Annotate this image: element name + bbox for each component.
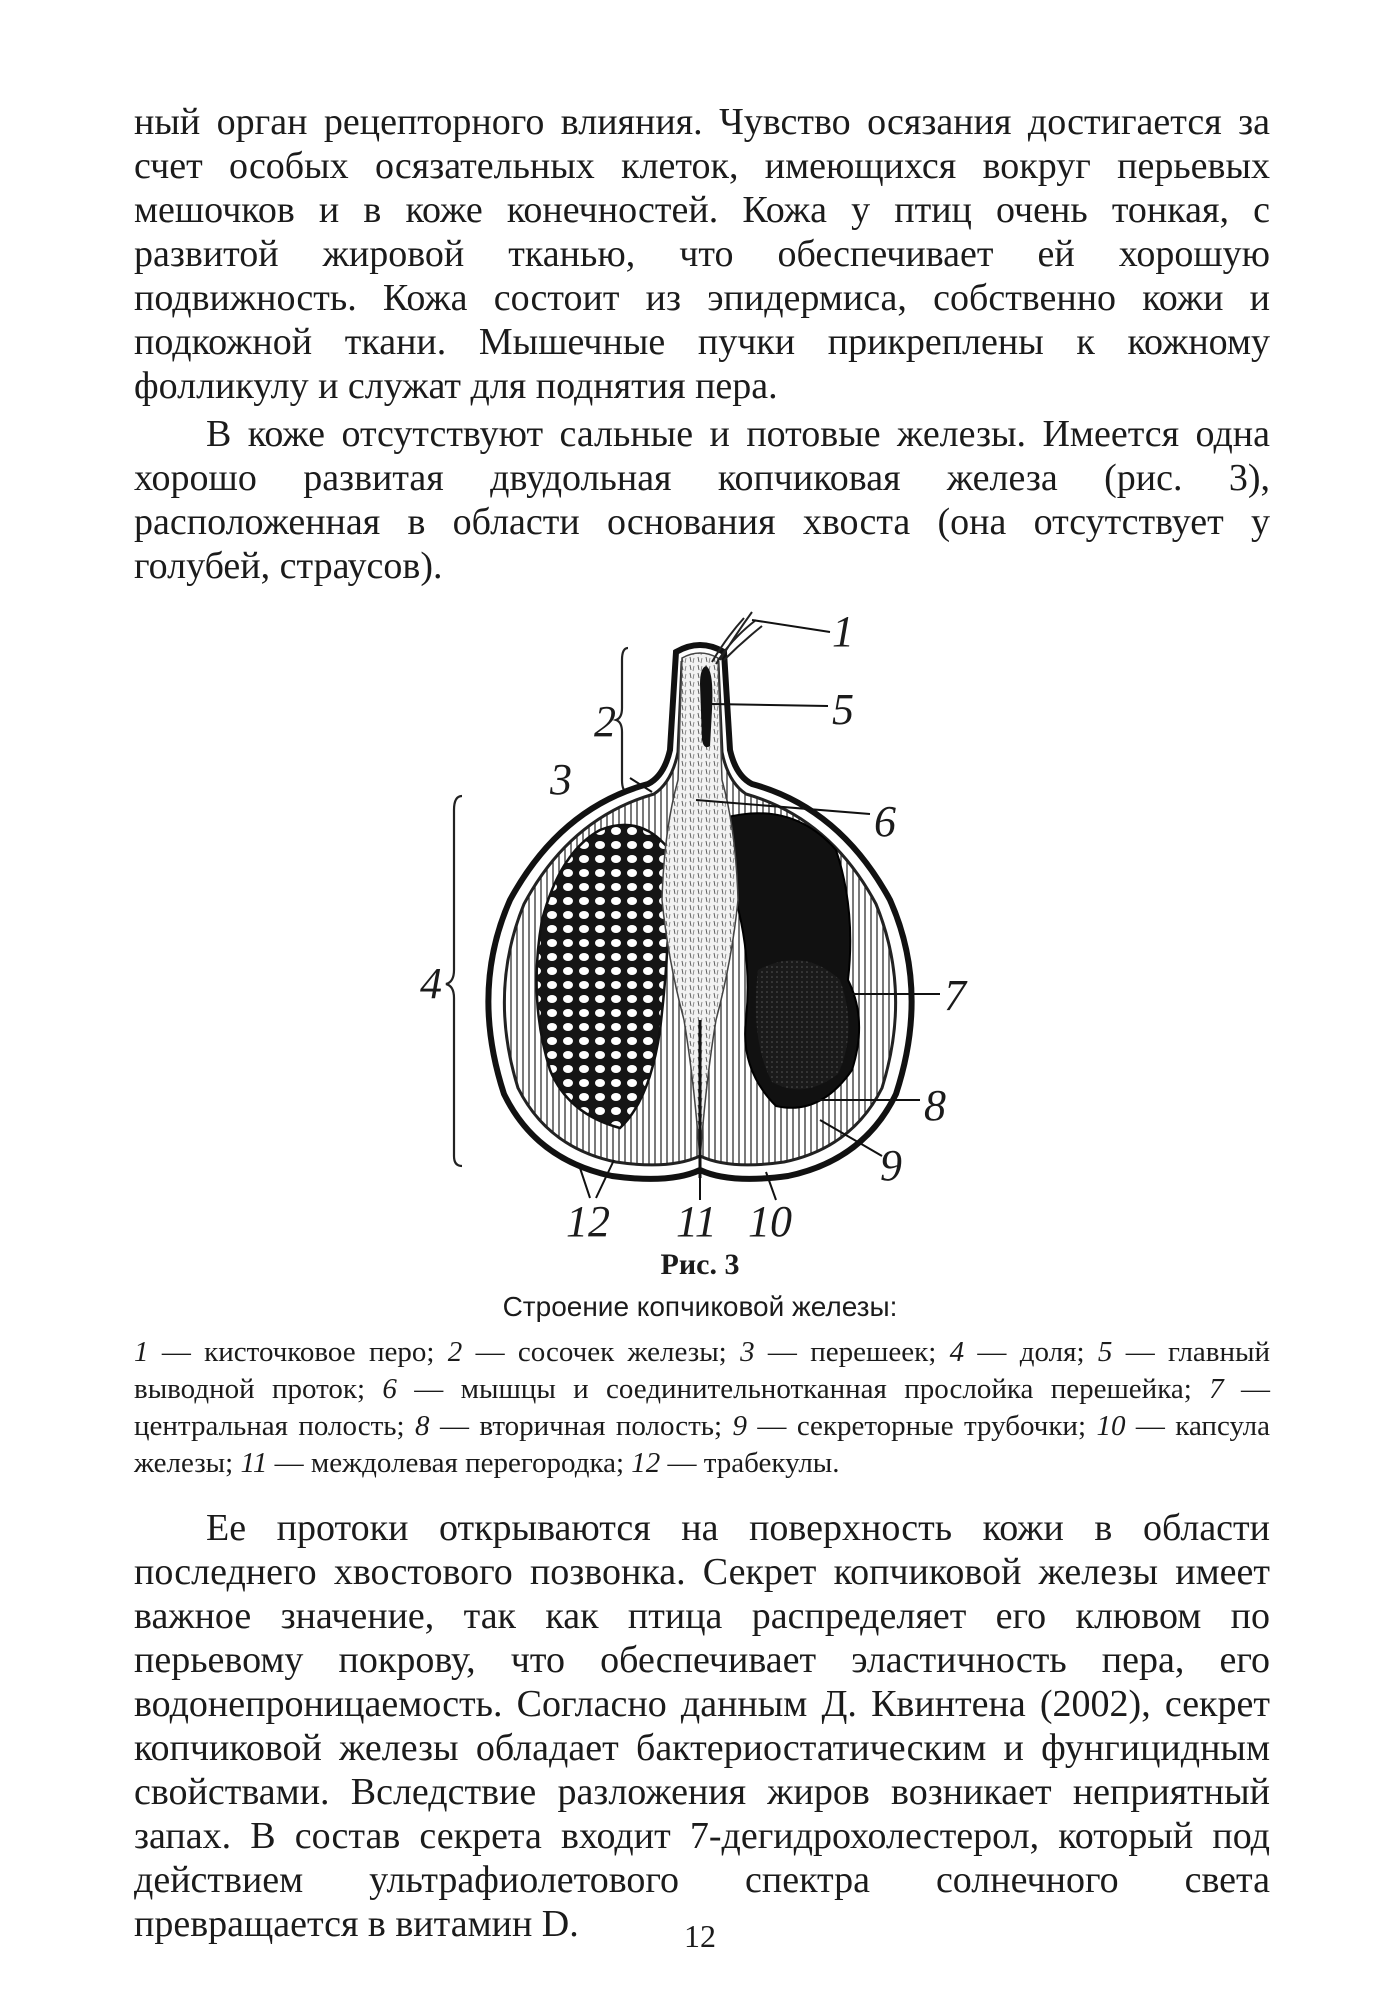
label-9: 9 xyxy=(880,1141,902,1190)
leader-1 xyxy=(752,620,830,632)
secondary-cavity xyxy=(756,960,849,1089)
legend-text: — междолевая перегородка; xyxy=(267,1447,632,1479)
legend-number: 8 xyxy=(415,1410,430,1442)
legend-number: 3 xyxy=(740,1336,755,1368)
label-6: 6 xyxy=(874,797,896,846)
legend-text: — вторичная полость; xyxy=(429,1410,733,1442)
body-paragraph-2 xyxy=(134,412,1270,588)
gland-illustration xyxy=(400,600,1000,1240)
legend-text: — капсула железы; xyxy=(134,1410,1271,1479)
figure-caption-title: Рис. 3 xyxy=(660,1248,740,1281)
legend-number: 5 xyxy=(1097,1336,1113,1368)
paragraph-text: ный орган рецепторного влияния. Чувство осязания достигается за счет особых осязательных клеток, имеющихся вокруг перьевых мешочков и в коже конечностей. Кожа у птиц очень тонкая, с развитой жировой тканью, что обеспечивает ей хорошую подвижность. Кожа состоит из эпидермиса, собственно кожи и подкожной ткани. Мышечные пучки прикреплены к кожному фолликулу и служат для поднятия пера. xyxy=(134,101,1270,407)
gland-figure xyxy=(400,600,1000,1246)
label-11: 11 xyxy=(676,1197,717,1246)
main-duct xyxy=(700,666,712,747)
bracket-4 xyxy=(446,796,462,1166)
legend-text: — доля; xyxy=(964,1336,1098,1368)
legend-text: — кисточковое перо; xyxy=(148,1336,448,1368)
legend-number: 1 xyxy=(134,1336,149,1368)
figure-caption-subtitle: Строение копчиковой железы: xyxy=(502,1291,898,1322)
legend-number: 12 xyxy=(631,1447,661,1479)
label-12: 12 xyxy=(566,1197,610,1246)
page-number: 12 xyxy=(684,1918,716,1954)
legend-text: — мышцы и соединительнотканная прослойка перешейка; xyxy=(396,1373,1210,1405)
legend-text: — трабекулы. xyxy=(660,1447,840,1479)
legend-text: — центральная полость; xyxy=(134,1373,1270,1442)
legend-text: — сосочек железы; xyxy=(462,1336,741,1368)
legend-text: — секреторные трубочки; xyxy=(746,1410,1097,1442)
legend-number: 10 xyxy=(1096,1410,1126,1442)
paragraph-text: В коже отсутствуют сальные и потовые железы. Имеется одна хорошо развитая двудольная копчиковая железа (рис. 3), расположенная в области основания хвоста (она отсутствует у голубей, страусов). xyxy=(134,413,1270,587)
label-2: 2 xyxy=(594,697,616,746)
legend-number: 9 xyxy=(732,1410,747,1442)
body-paragraph-3 xyxy=(134,1506,1270,1946)
bracket-2 xyxy=(616,648,628,792)
legend-text: — главный выводной проток; xyxy=(134,1336,1271,1405)
label-5: 5 xyxy=(832,685,854,734)
paragraph-text: Ее протоки открываются на поверхность кожи в области последнего хвостового позвонка. Секрет копчиковой железы имеет важное значение, так как птица распределяет его клювом по перьевому покрову, что обеспечивает эластичность пера, его водонепроницаемость. Согласно данным Д. Квинтена (2002), секрет копчиковой железы обладает бактериостатическим и фунгицидным свойствами. Вследствие разложения жиров возникает неприятный запах. В состав секрета входит 7-дегидрохолестерол, который под действием ультрафиолетового спектра солнечного света превращается в витамин D. xyxy=(134,1507,1270,1945)
body-paragraph-1 xyxy=(134,100,1270,408)
label-8: 8 xyxy=(924,1081,946,1130)
label-3: 3 xyxy=(550,755,572,804)
legend-number: 11 xyxy=(240,1447,268,1479)
legend-text: — перешеек; xyxy=(754,1336,950,1368)
label-10: 10 xyxy=(748,1197,792,1246)
legend-number: 6 xyxy=(382,1373,397,1405)
label-4: 4 xyxy=(420,959,442,1008)
figure-legend xyxy=(134,1334,1270,1482)
label-7: 7 xyxy=(944,971,966,1020)
legend-number: 2 xyxy=(447,1336,463,1368)
legend-number: 4 xyxy=(949,1336,965,1368)
legend-number: 7 xyxy=(1209,1373,1224,1405)
label-1: 1 xyxy=(832,607,854,656)
